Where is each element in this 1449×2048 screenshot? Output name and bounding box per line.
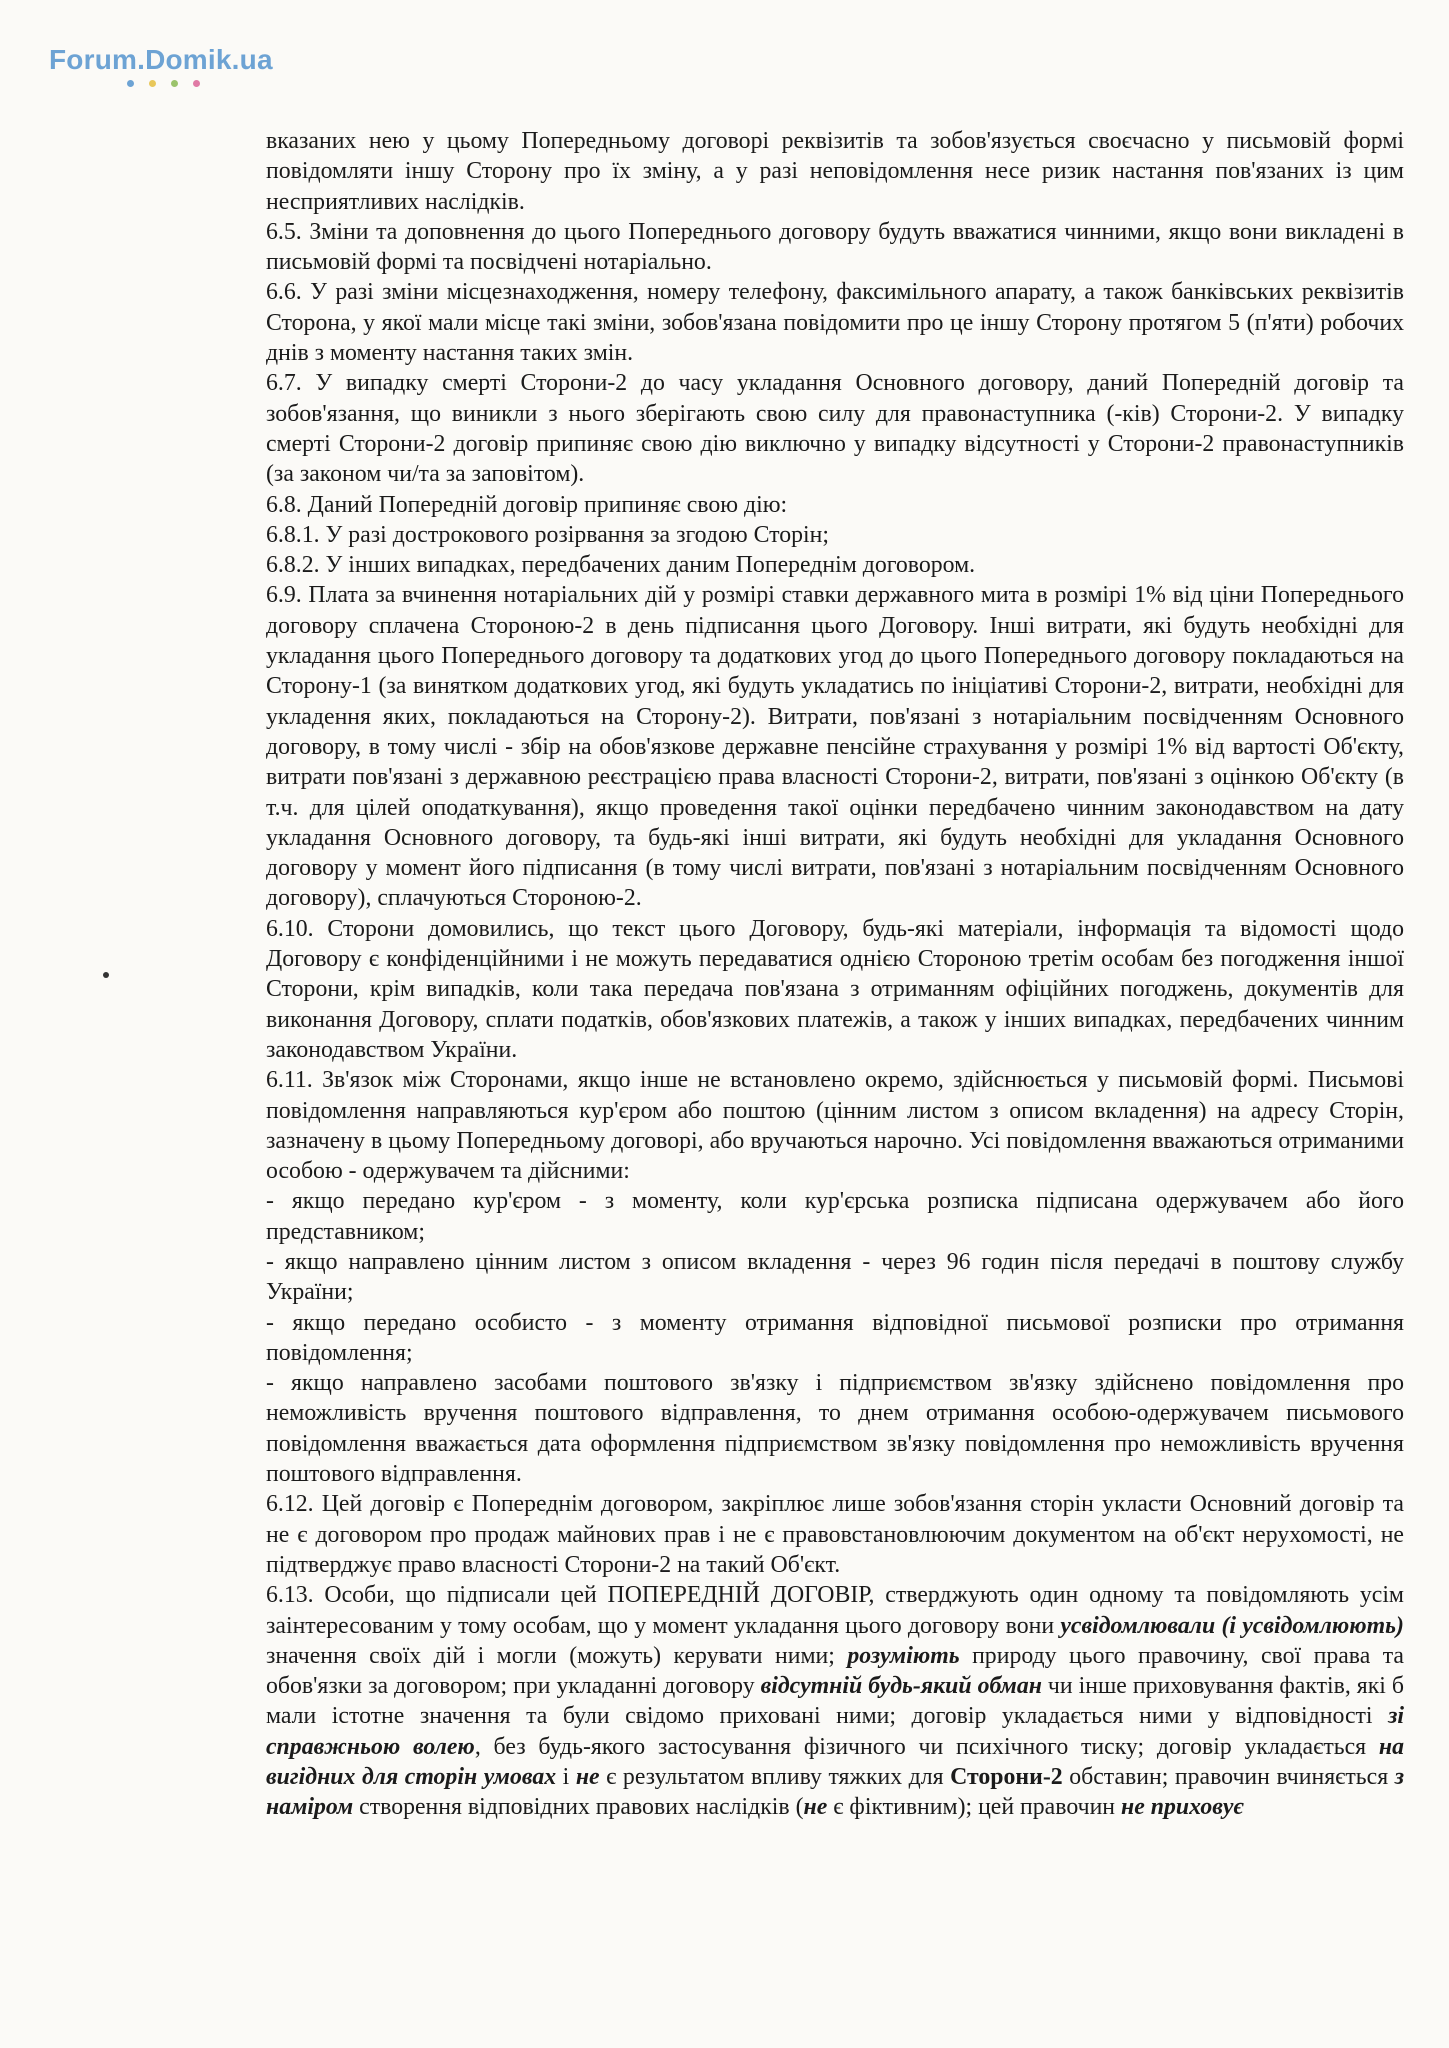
notice-valuable-letter: - якщо направлено цінним листом з описом вкладення - через 96 годин після передачі в поштову службу України; [266, 1248, 1404, 1306]
notice-courier: - якщо передано кур'єром - з моменту, коли кур'єрська розписка підписана одержувачем або його представником; [266, 1188, 1404, 1245]
clause-text: 6.13. Особи, що підписали цей ПОПЕРЕДНІЙ ДОГОВІР, стверджують один одному та повідомляють усім заінтересованим у тому особам, що у момент укладання цього договору вони [266, 1582, 1404, 1639]
clause-text: значення своїх дій і могли (можуть) керувати ними; [266, 1642, 848, 1669]
clause-6-8-1: 6.8.1. У разі дострокового розірвання за згодою Сторін; [266, 521, 829, 548]
clause-6-10: 6.10. Сторони домовились, що текст цього Договору, будь-які матеріали, інформація та відомості щодо Договору є конфіденційними і не можуть передаватися однією Стороною третім особам без погодження іншої Сторони, крім випадків, коли така передача пов'язана з отриманням офіційних погоджень, документів для виконання Договору, сплати податків, обов'язкових платежів, а також у інших випадках, передбачених чинним законодавством України. [266, 915, 1404, 1063]
clause-6-5: 6.5. Зміни та доповнення до цього Попереднього договору будуть вважатися чинними, якщо вони викладені в письмовій формі та посвідчені нотаріально. [266, 218, 1404, 276]
clause-text: і [556, 1764, 576, 1791]
clause-text: природу цього правочину, свої права та обов'язки за договором; при укладанні договору [266, 1642, 1404, 1700]
clause-text: є фіктивним); цей правочин [827, 1794, 1121, 1821]
clause-text: обставин; правочин вчиняється [1062, 1764, 1395, 1791]
clause-6-7: 6.7. У випадку смерті Сторони-2 до часу укладання Основного договору, даний Попередній договір та зобов'язання, що виникли з нього зберігають свою силу для правонаступника (-ків) Сторони-2. У випадку смерті Сторони-2 договір припиняє свою дію виключно у випадку відсутності у Сторони-2 правонаступників (за законом чи/та за заповітом). [266, 370, 1404, 488]
emphasis-text: не приховує [1121, 1794, 1244, 1821]
clause-6-11: 6.11. Зв'язок між Сторонами, якщо інше не встановлено окремо, здійснюється у письмовій формі. Письмові повідомлення направляються кур'єром або поштою (цінним листом з описом вкладення) на адресу Сторін, зазначену в цьому Попередньому договорі, або вручаються нарочно. Усі повідомлення вважаються отриманими особою - одержувачем та дійсними: [266, 1067, 1404, 1185]
clause-6-8-2: 6.8.2. У інших випадках, передбачених даним Попереднім договором. [266, 552, 976, 579]
clause-6-8: 6.8. Даний Попередній договір припиняє свою дію: [266, 491, 788, 518]
emphasis-text: відсутній будь-який обман [760, 1673, 1042, 1700]
bold-text: Сторони-2 [950, 1764, 1063, 1791]
emphasis-text: не [803, 1794, 828, 1821]
clause-6-9: 6.9. Плата за вчинення нотаріальних дій у розмірі ставки державного мита в розмірі 1% від ціни Попереднього договору сплачена Стороною-2 в день підписання цього Договору. Інші витрати, які будуть необхідні для укладання цього Попереднього договору та додаткових угод до цього Попереднього договору покладаються на Сторону-1 (за винятком додаткових угод, які будуть укладатись по ініціативі Сторони-2, витрати, необхідні для укладення яких, покладаються на Сторону-2). Витрати, пов'язані з нотаріальним посвідченням Основного договору, в тому числі - збір на обов'язкове державне пенсійне страхування у розмірі 1% від вартості Об'єкту, витрати пов'язані з державною реєстрацією права власності Сторони-2, витрати, пов'язані з оцінкою Об'єкту (в т.ч. для цілей оподаткування), якщо проведення такої оцінки передбачено чинним законодавством на дату укладання Основного договору, та будь-які інші витрати, які будуть необхідні для укладання Основного договору у момент його підписання (в тому числі витрати, пов'язані з нотаріальним посвідченням Основного договору), сплачуються Стороною-2. [266, 582, 1404, 912]
clause-text: , без будь-якого застосування фізичного чи психічного тиску; договір укладається [474, 1733, 1379, 1760]
emphasis-text: зі справжньою волею [266, 1703, 1404, 1760]
watermark-dots [127, 80, 289, 87]
scan-speck [103, 972, 109, 978]
emphasis-text: на вигідних для сторін умовах [266, 1733, 1404, 1791]
clause-6-6: 6.6. У разі зміни місцезнаходження, номеру телефону, факсимільного апарату, а також банківських реквізитів Сторона, у якої мали місце такі зміни, зобов'язана повідомити про це іншу Сторону протягом 5 (п'яти) робочих днів з моменту настання таких змін. [266, 279, 1404, 367]
clause-text: створення відповідних правових наслідків ( [353, 1794, 804, 1821]
watermark-text: Forum.Domik.ua [49, 44, 273, 75]
notice-postal: - якщо направлено засобами поштового зв'язку і підприємством зв'язку здійснено повідомлення про неможливість вручення поштового відправлення, то днем отримання особою-одержувачем письмового повідомлення вважається дата оформлення підприємством зв'язку повідомлення про неможливість вручення поштового відправлення. [266, 1370, 1404, 1488]
emphasis-text: усвідомлювали (і усвідомлюють) [1060, 1612, 1404, 1639]
clause-6-13 [266, 1580, 1404, 1822]
watermark-dot [149, 80, 156, 87]
watermark-dot [127, 80, 134, 87]
paragraph-continuation: вказаних нею у цьому Попередньому договорі реквізитів та зобов'язується своєчасно у письмовій формі повідомляти іншу Сторону про їх зміну, а у разі неповідомлення несе ризик настання пов'язаних із цим несприятливих наслідків. [266, 128, 1404, 215]
clause-text: чи інше приховування фактів, які б мали істотне значення та були свідомо приховані ними; договір укладається ними у відповідності [266, 1673, 1404, 1730]
emphasis-text: з наміром [266, 1764, 1404, 1821]
clause-6-12: 6.12. Цей договір є Попереднім договором, закріплює лише зобов'язання сторін укласти Основний договір та не є договором про продаж майнових прав і не є правовстановлюючим документом на об'єкт нерухомості, не підтверджує право власності Сторони-2 на такий Об'єкт. [266, 1491, 1404, 1578]
clause-text: є результатом впливу тяжких для [599, 1764, 951, 1791]
watermark-logo [49, 44, 289, 87]
emphasis-text: не [575, 1764, 600, 1791]
document-body [266, 126, 1404, 1823]
emphasis-text: розуміють [847, 1642, 960, 1669]
watermark-dot [193, 80, 200, 87]
watermark-dot [171, 80, 178, 87]
notice-personal: - якщо передано особисто - з моменту отримання відповідної письмової розписки про отримання повідомлення; [266, 1309, 1404, 1366]
